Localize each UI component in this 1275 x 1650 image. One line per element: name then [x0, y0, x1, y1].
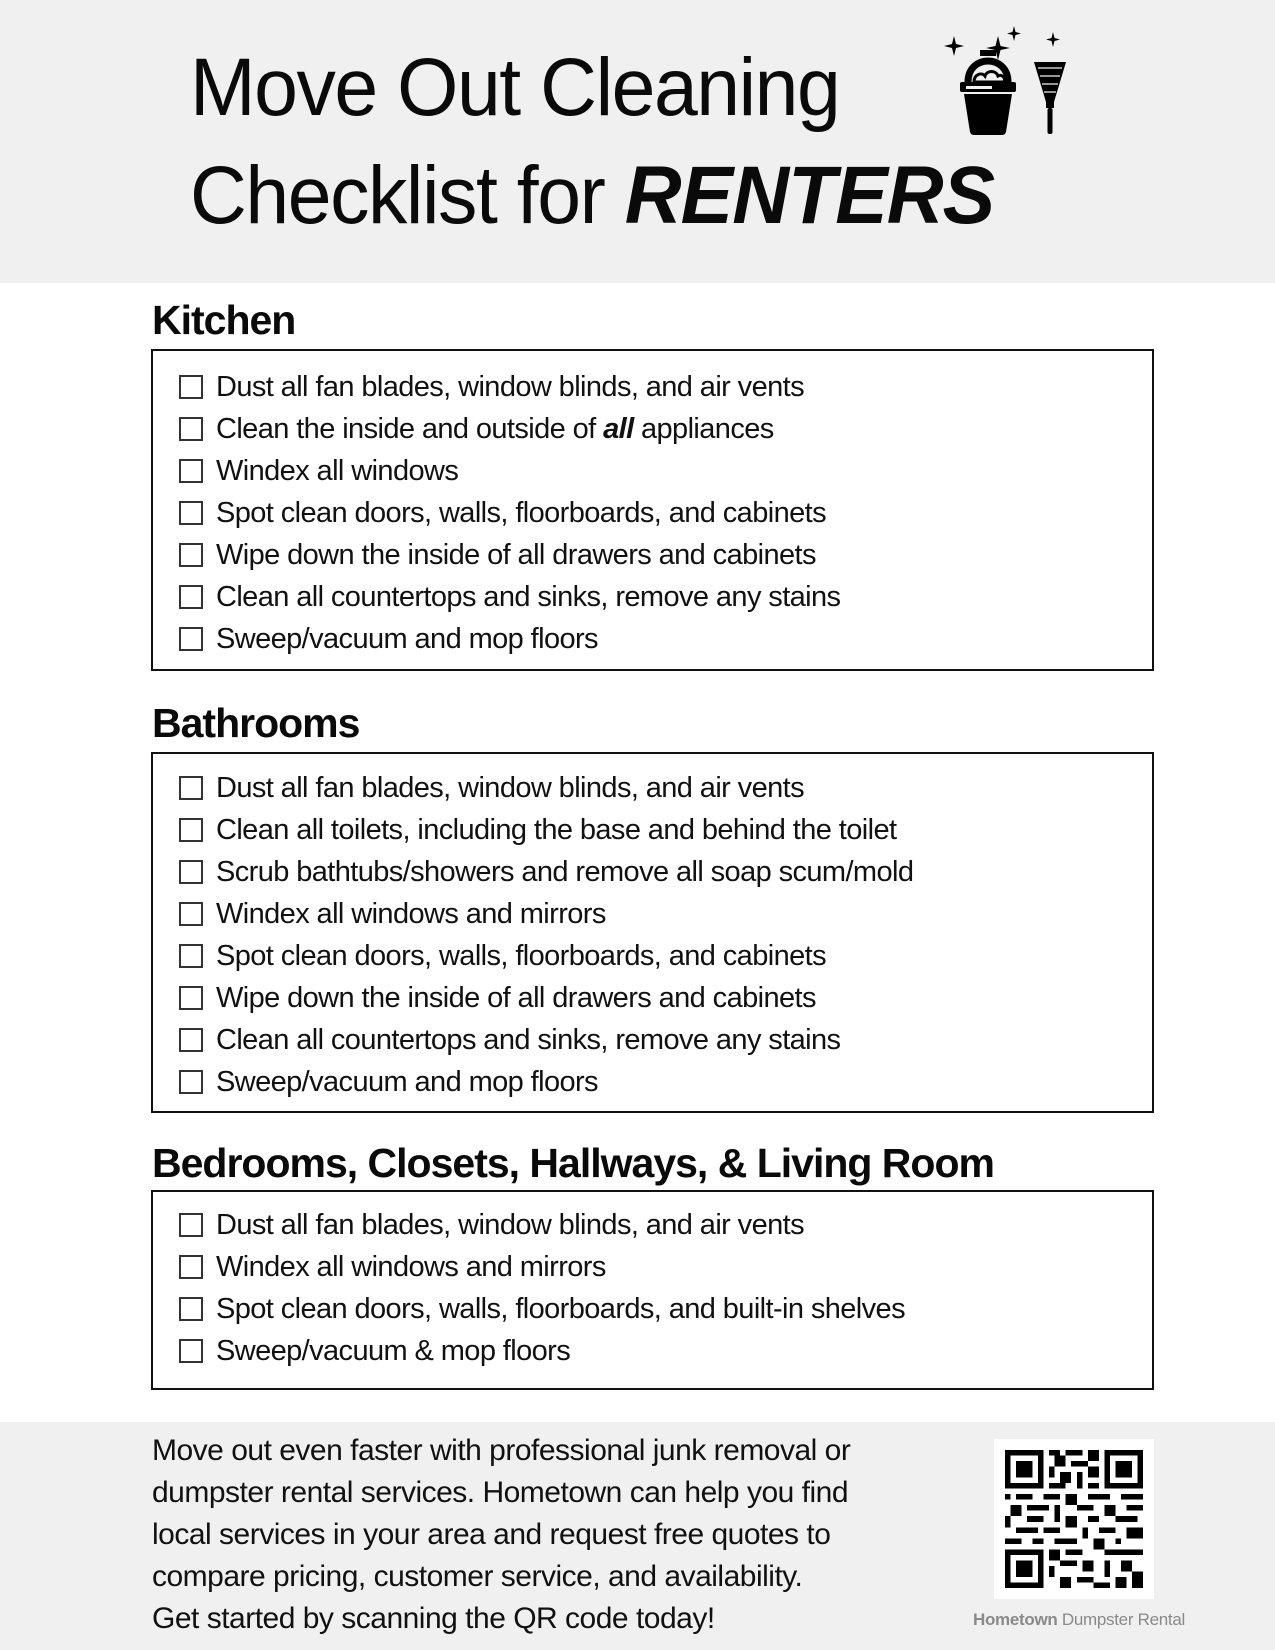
- item-label: Sweep/vacuum and mop floors: [216, 1065, 598, 1098]
- brand-logo: [973, 1610, 1185, 1630]
- bucket-and-duster-icon: [942, 24, 1072, 136]
- footer-line: compare pricing, customer service, and availability.: [152, 1560, 803, 1593]
- checklist-item[interactable]: [179, 938, 826, 974]
- footer-line: Get started by scanning the QR code today!: [152, 1602, 715, 1635]
- footer-line: local services in your area and request free quotes to: [152, 1518, 831, 1551]
- checkbox[interactable]: [179, 986, 203, 1010]
- checklist-box-kitchen: [151, 349, 1154, 671]
- item-label: Dust all fan blades, window blinds, and air vents: [216, 1208, 804, 1241]
- checklist-item[interactable]: [179, 411, 774, 447]
- checklist-box-bathrooms: [151, 752, 1154, 1113]
- checklist-item[interactable]: [179, 896, 606, 932]
- item-label: Clean all toilets, including the base and behind the toilet: [216, 813, 897, 846]
- checkbox[interactable]: [179, 902, 203, 926]
- section-heading-kitchen: Kitchen: [152, 297, 296, 343]
- checklist-item[interactable]: [179, 495, 826, 531]
- checkbox[interactable]: [179, 1339, 203, 1363]
- checkbox[interactable]: [179, 627, 203, 651]
- checkbox[interactable]: [179, 1070, 203, 1094]
- checklist-item[interactable]: [179, 579, 840, 615]
- item-label: Windex all windows: [216, 454, 459, 487]
- title-emphasis: RENTERS: [624, 150, 995, 241]
- section-heading-bedrooms: Bedrooms, Closets, Hallways, & Living Room: [152, 1140, 994, 1186]
- item-label: Clean the inside and outside of all appliances: [216, 412, 774, 445]
- checklist-item[interactable]: [179, 1333, 570, 1369]
- checklist-box-bedrooms: [151, 1190, 1154, 1390]
- footer-banner: [0, 1422, 1275, 1650]
- checklist-item[interactable]: [179, 537, 816, 573]
- checkbox[interactable]: [179, 375, 203, 399]
- checklist-item[interactable]: [179, 980, 816, 1016]
- item-label: Dust all fan blades, window blinds, and air vents: [216, 370, 804, 403]
- checkbox[interactable]: [179, 543, 203, 567]
- footer-line: Move out even faster with professional junk removal or: [152, 1434, 851, 1467]
- checkbox[interactable]: [179, 776, 203, 800]
- item-label: Sweep/vacuum & mop floors: [216, 1334, 571, 1367]
- item-label: Windex all windows and mirrors: [216, 897, 606, 930]
- checklist-item[interactable]: [179, 453, 458, 489]
- item-label: Wipe down the inside of all drawers and cabinets: [216, 981, 816, 1014]
- checklist-item[interactable]: [179, 1064, 598, 1100]
- item-label: Spot clean doors, walls, floorboards, and cabinets: [216, 496, 826, 529]
- item-label: Wipe down the inside of all drawers and cabinets: [216, 538, 816, 571]
- checkbox[interactable]: [179, 860, 203, 884]
- checkbox[interactable]: [179, 1255, 203, 1279]
- title-prefix: Checklist for: [190, 150, 625, 241]
- item-label: Clean all countertops and sinks, remove any stains: [216, 1023, 841, 1056]
- item-label: Spot clean doors, walls, floorboards, and built-in shelves: [216, 1292, 905, 1325]
- footer-promo-text: [152, 1430, 952, 1640]
- item-label: Clean all countertops and sinks, remove any stains: [216, 580, 841, 613]
- checkbox[interactable]: [179, 1028, 203, 1052]
- item-label: Dust all fan blades, window blinds, and air vents: [216, 771, 804, 804]
- brand-bold: Hometown: [973, 1610, 1058, 1629]
- item-label: Scrub bathtubs/showers and remove all soap scum/mold: [216, 855, 914, 888]
- checklist-item[interactable]: [179, 770, 804, 806]
- checkbox[interactable]: [179, 417, 203, 441]
- checkbox[interactable]: [179, 1213, 203, 1237]
- checklist-item[interactable]: [179, 1249, 606, 1285]
- checkbox[interactable]: [179, 459, 203, 483]
- checkbox[interactable]: [179, 944, 203, 968]
- footer-line: dumpster rental services. Hometown can help you find: [152, 1476, 849, 1509]
- brand-regular: Dumpster Rental: [1057, 1610, 1185, 1629]
- item-label: Sweep/vacuum and mop floors: [216, 622, 598, 655]
- checklist-item[interactable]: [179, 1022, 840, 1058]
- checkbox[interactable]: [179, 585, 203, 609]
- checklist-item[interactable]: [179, 621, 598, 657]
- checklist-item[interactable]: [179, 369, 804, 405]
- checklist-item[interactable]: [179, 812, 896, 848]
- item-label: Spot clean doors, walls, floorboards, and cabinets: [216, 939, 826, 972]
- checklist-item[interactable]: [179, 1207, 804, 1243]
- checklist-item[interactable]: [179, 854, 913, 890]
- checklist-item[interactable]: [179, 1291, 905, 1327]
- checkbox[interactable]: [179, 501, 203, 525]
- emphasis-all: all: [603, 412, 634, 445]
- header-banner: [0, 0, 1275, 283]
- title-line-2: [190, 146, 994, 246]
- title-line-1: Move Out Cleaning: [190, 42, 840, 133]
- item-label: Windex all windows and mirrors: [216, 1250, 606, 1283]
- checkbox[interactable]: [179, 1297, 203, 1321]
- qr-code-icon[interactable]: [994, 1439, 1154, 1599]
- checkbox[interactable]: [179, 818, 203, 842]
- section-heading-bathrooms: Bathrooms: [152, 700, 360, 746]
